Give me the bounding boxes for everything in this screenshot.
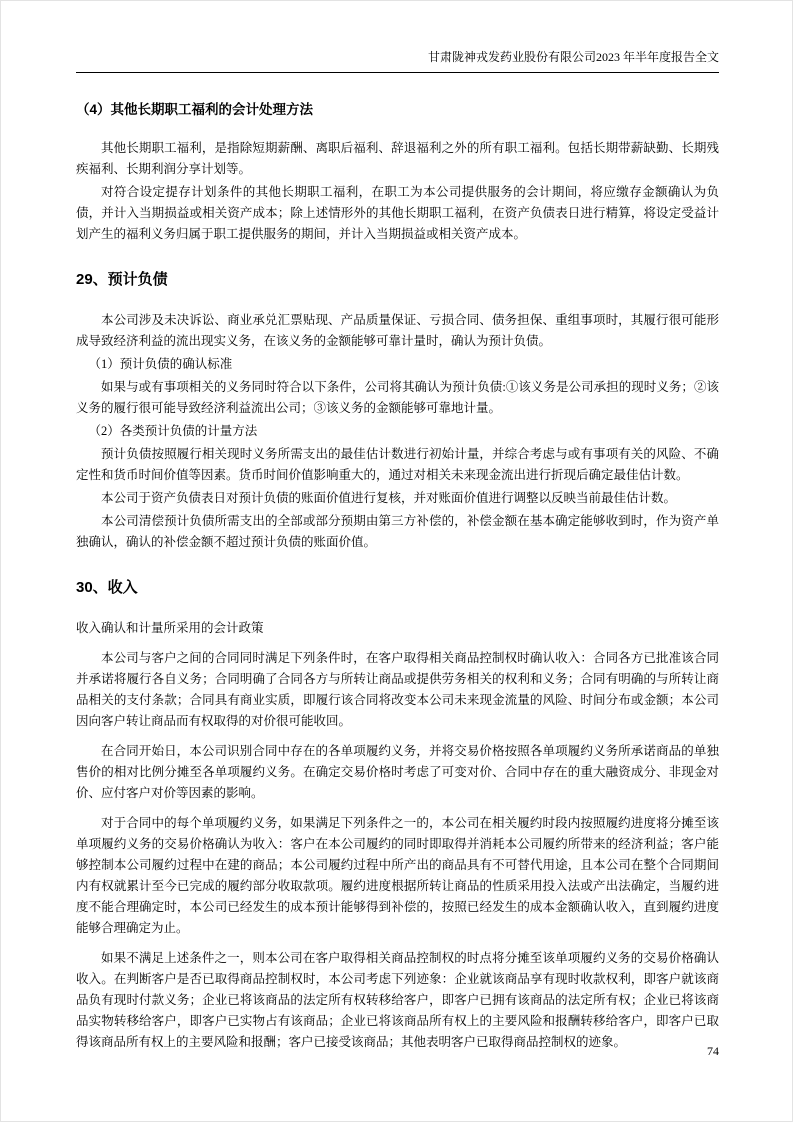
- heading-section-30-revenue: 30、收入: [76, 579, 138, 596]
- page-header: [76, 49, 719, 73]
- paragraph: 在合同开始日，本公司识别合同中存在的各单项履约义务，并将交易价格按照各单项履约义务所承诺商品的单独售价的相对比例分摊至各单项履约义务。在确定交易价格时考虑了可变对价、合同中存在的重大融资成分、非现金对价、应付客户对价等因素的影响。: [76, 744, 719, 800]
- paragraph: 收入确认和计量所采用的会计政策: [76, 621, 264, 635]
- paragraph: 如果与或有事项相关的义务同时符合以下条件，公司将其确认为预计负债:①该义务是公司承担的现时义务；②该义务的履行很可能导致经济利益流出公司；③该义务的金额能够可靠地计量。: [76, 380, 719, 415]
- report-header-title: 甘肃陇神戎发药业股份有限公司2023 年半年度报告全文: [427, 50, 719, 64]
- paragraph: 预计负债按照履行相关现时义务所需支出的最佳估计数进行初始计量，并综合考虑与或有事项有关的风险、不确定性和货币时间价值等因素。货币时间价值影响重大的，通过对相关未来现金流出进行折现后确定最佳估计数。: [76, 447, 719, 482]
- paragraph: 其他长期职工福利，是指除短期薪酬、离职后福利、辞退福利之外的所有职工福利。包括长期带薪缺勤、长期残疾福利、长期利润分享计划等。: [76, 141, 719, 176]
- list-item-heading: （2）各类预计负债的计量方法: [88, 424, 258, 438]
- paragraph: 如果不满足上述条件之一，则本公司在客户取得相关商品控制权的时点将分摊至该单项履约义务的交易价格确认收入。在判断客户是否已取得商品控制权时，本公司考虑下列迹象：企业就该商品享有现时收款权利，即客户就该商品负有现时付款义务；企业已将该商品的法定所有权转移给客户，即客户已拥有该商品的法定所有权；企业已将该商品实物转移给客户，即客户已实物占有该商品；企业已将该商品所有权上的主要风险和报酬转移给客户，即客户已取得该商品所有权上的主要风险和报酬；客户已接受该商品；其他表明客户已取得商品控制权的迹象。: [76, 951, 719, 1049]
- heading-other-longterm-benefits: （4）其他长期职工福利的会计处理方法: [76, 102, 314, 117]
- heading-section-29-provisions: 29、预计负债: [76, 271, 168, 288]
- paragraph: 本公司涉及未决诉讼、商业承兑汇票贴现、产品质量保证、亏损合同、债务担保、重组事项时，其履行很可能形成导致经济利益的流出现实义务，在该义务的金额能够可靠计量时，确认为预计负债。: [76, 313, 719, 348]
- list-item-heading: （1）预计负债的确认标准: [88, 357, 233, 371]
- paragraph: 本公司于资产负债表日对预计负债的账面价值进行复核，并对账面价值进行调整以反映当前最佳估计数。: [101, 491, 677, 505]
- page-number: 74: [707, 1044, 719, 1058]
- page-footer: [707, 1044, 719, 1059]
- paragraph: 对于合同中的每个单项履约义务，如果满足下列条件之一的，本公司在相关履约时段内按照履约进度将分摊至该单项履约义务的交易价格确认为收入：客户在本公司履约的同时即取得并消耗本公司履约所带来的经济利益；客户能够控制本公司履约过程中在建的商品；本公司履约过程中所产出的商品具有不可替代用途，且本公司在整个合同期间内有权就累计至今已完成的履约部分收取款项。履约进度根据所转让商品的性质采用投入法或产出法确定，当履约进度不能合理确定时，本公司已经发生的成本预计能够得到补偿的，按照已经发生的成本金额确认收入，直到履约进度能够合理确定为止。: [76, 816, 719, 935]
- paragraph: 本公司清偿预计负债所需支出的全部或部分预期由第三方补偿的，补偿金额在基本确定能够收到时，作为资产单独确认，确认的补偿金额不超过预计负债的账面价值。: [76, 514, 719, 549]
- document-content: [76, 93, 719, 1055]
- paragraph: 对符合设定提存计划条件的其他长期职工福利，在职工为本公司提供服务的会计期间，将应缴存金额确认为负债，并计入当期损益或相关资产成本；除上述情形外的其他长期职工福利，在资产负债表日进行精算，将设定受益计划产生的福利义务归属于职工提供服务的期间，并计入当期损益或相关资产成本。: [76, 185, 719, 241]
- paragraph: 本公司与客户之间的合同同时满足下列条件时，在客户取得相关商品控制权时确认收入：合同各方已批准该合同并承诺将履行各自义务；合同明确了合同各方与所转让商品或提供劳务相关的权利和义务；合同有明确的与所转让商品相关的支付条款；合同具有商业实质，即履行该合同将改变本公司未来现金流量的风险、时间分布或金额；本公司因向客户转让商品而有权取得的对价很可能收回。: [76, 651, 719, 728]
